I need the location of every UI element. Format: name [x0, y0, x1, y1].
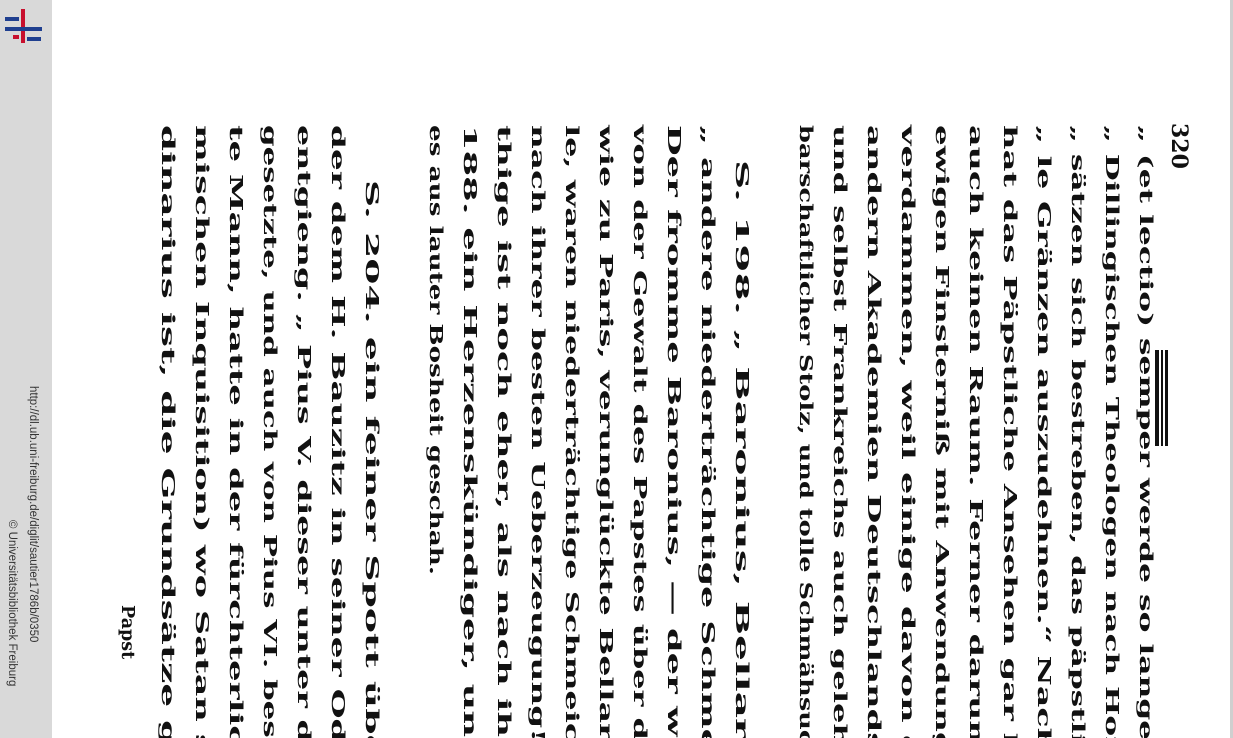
text-line: 188. ein Herzenskündiger, und weiß genau, daß [459, 125, 479, 597]
text-line: wie zu Paris, verunglückte Bellarmin, beyde Cardinä- [595, 125, 615, 648]
text-line: „ (et lectio) semper werde so lange wahr bleiben, als die [1135, 125, 1155, 679]
text-line: le, waren niederträchtige Schmeichler, schrieben nicht [561, 125, 581, 667]
viewer-sidebar [0, 0, 52, 738]
text-line: S. 204. ein feiner Spott über die Inquisition, [361, 180, 381, 615]
text-line: nach ihrer besten Ueberzeugung! Gewiß, der Freymü- [527, 125, 547, 655]
text-line: verdammen, weil einige davon das lehren, was auf [897, 125, 917, 618]
sidebar-text [0, 0, 52, 738]
page-number: 320 [1166, 123, 1192, 169]
text-line: „ andere niederträchtige Schmeichler der Päpste.“ [697, 125, 717, 624]
text-line: es aus lauter Bosheit geschah. [425, 125, 445, 426]
text-line: der dem H. Bauzitz in seiner Ode auf dieselbe noch [327, 125, 347, 630]
text-line: hat das Päpstliche Ansehen gar keine Gränzen, aber [999, 125, 1019, 638]
text-line: „ le Gränzen auszudehnen.“ Nach dem Freymüthigen [1033, 125, 1053, 647]
text-line: te Mann, hatte in der fürchterlichen Schule (der rö- [225, 125, 245, 636]
text-line: und selbst Frankreichs auch gelehret wird, ist unnach- [829, 125, 849, 665]
text-line: dinarius ist, die Grundsätze gelernet, die er als [157, 125, 177, 589]
text-line: S. 198. „ Baronius, Bellarmin, Cianda und [731, 160, 751, 573]
text-line: barschaftlicher Stolz, und tolle Schmähsucht. [795, 125, 815, 576]
text-line: „ sätzen sich bestreben, das päpstliche Ansehen über al- [1067, 125, 1087, 681]
paragraph-3 [157, 125, 381, 738]
text-line: gesetzte, und auch von Pius VI. besonders hochgeschätz- [259, 125, 279, 687]
text-line: ewigen Finsterniß mit Anwendung eines Knittelverses [931, 125, 951, 657]
text-line: thige ist noch eher, als nach ihm Hr. Hofemann S. [493, 125, 513, 616]
catchword: Papst [117, 605, 137, 660]
text-line: „ Dillingischen Theologen nach Hofemannischen Grund- [1101, 125, 1121, 682]
text-line: entgieng. „ Pius V. dieser unter die Zahl der Heiligen [293, 125, 313, 646]
source-url-text[interactable]: http://dl.ub.uni-freiburg.de/diglit/sautier1786b/0350 [27, 386, 39, 643]
paragraph-2 [425, 123, 751, 738]
scanned-page [52, 0, 1230, 738]
copyright-text: © Universitätsbibliothek Freiburg [6, 520, 18, 687]
text-line: auch keinen Raum. Ferner darum eine Akademie zur [965, 125, 985, 645]
text-line: andern Akademien Deutschlands, Spaniens, Italiens [863, 125, 883, 638]
text-line: mischen Inquisition) wo Satan selbst Professor or- [191, 125, 211, 623]
paragraph-1 [795, 123, 1155, 738]
text-line: von der Gewalt des Papstes über das Zeitliche, zu Rom, [629, 125, 649, 668]
header-rule-2 [1161, 350, 1163, 446]
text-line: Der fromme Baronius, — der wegen seines Werks, [663, 125, 683, 616]
header-rule [1165, 350, 1168, 446]
